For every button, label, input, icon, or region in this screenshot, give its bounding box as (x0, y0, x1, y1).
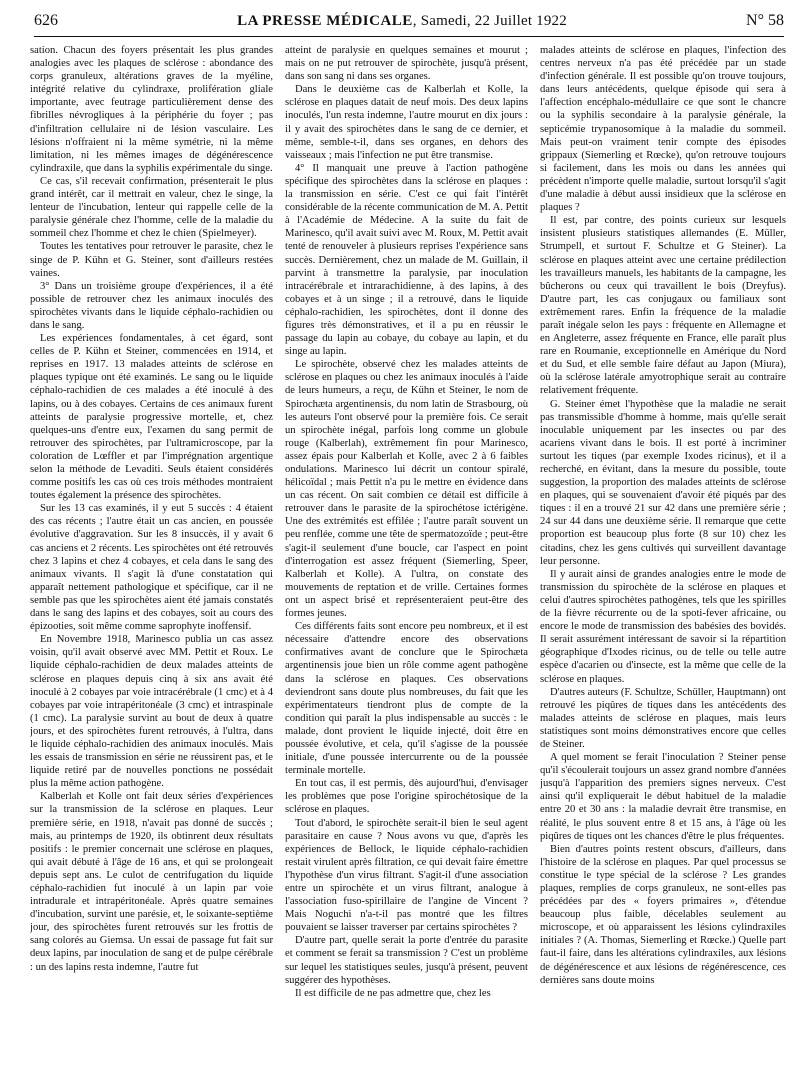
paragraph: Il y aurait ainsi de grandes analogies entre le mode de transmission du spirochète de la sclérose en plaques et celui d'autres spirochètes pathogènes, tels que les spirilles de la fièvre récurrente ou de la spoti-fever africaine, ou encore le mode de transmission des babésies des bovidés. Il serait assurément intéressant de savoir si la répartition géographique d'Ixodes ricinus, ou de telle ou telle autre espèce d'acarien ou d'insecte, est la même que celle de la sclérose en plaques. (540, 568, 786, 685)
page-header (34, 6, 784, 30)
text-column-3 (540, 44, 786, 1074)
paragraph: Les expériences fondamentales, à cet égard, sont celles de P. Kühn et Steiner, commencées en 1914, et reprises en 1917. 13 malades atteints de sclérose en plaques typique ont été examinés. Le sang ou le liquide céphalo-rachidien de ces malades a été inoculé à des lapins, ou à des cobayes. Certains de ces animaux furent atteints de paralysie progressive mortelle, et, chez quelques-uns d'entre eux, l'examen du sang permit de retrouver des spirochètes, par l'ultramicroscope, par la coloration de Lœffler et par l'imprégnation argentique selon la méthode de Levaditi. Seuls étaient considérés comme positifs les cas où ces trois méthodes montraient toutes également la présence des spirochètes. (30, 333, 273, 502)
issue-number: N° 58 (746, 12, 784, 29)
paragraph: malades atteints de sclérose en plaques, l'infection des centres nerveux n'a pas été précédée par un stade d'infection générale. Il est possible qu'on trouve toujours, dans leurs antécédents, quelque épisode qui sera à l'affection encéphalo-médullaire ce que sont le chancre ou la syphilis secondaire à la paralysie générale, la septicémie trypanosomique à la maladie du sommeil. Mais peut-on vraiment tenir compte des épisodes grippaux (Siemerling et Rœcke), qu'on retrouve toujours si facilement, dans les mois ou dans les années qui précèdent n'importe quelle maladie, surtout lorsqu'il s'agit d'une maladie à début aussi insidieux que la sclérose en plaques ? (540, 45, 786, 214)
issue-date: , Samedi, 22 Juillet 1922 (412, 13, 567, 29)
paragraph: Il est, par contre, des points curieux sur lesquels insistent plusieurs statistiques allemandes (E. Müller, Strumpell, et surtout F. Schultze et G Steiner). La sclérose en plaques atteint avec une certaine prédilection les travailleurs manuels, les habitants de la campagne, les bûcherons ou ceux qui travaillent le bois (Dreyfus). D'autre part, les cas conjugaux ou familiaux sont extrêmement rares. Enfin la fréquence de la maladie paraît inégale selon les pays : fréquente en Allemagne et en Angleterre, assez fréquente en France, elle paraît plus rare en Roumanie, exceptionnelle en Amérique du Nord et du Sud, et elle semble faire défaut au Japon (Miura), où la sclérose latérale amyotrophique serait au contraire relativement fréquente. (540, 215, 786, 397)
paragraph: atteint de paralysie en quelques semaines et mourut ; mais on ne put retrouver de spirochète, jusqu'à présent, dans son sang ni dans ses organes. (285, 45, 528, 83)
paragraph: En tout cas, il est permis, dès aujourd'hui, d'envisager les problèmes que pose l'origine spirochétosique de la sclérose en plaques. (285, 778, 528, 816)
paragraph: Bien d'autres points restent obscurs, d'ailleurs, dans l'histoire de la sclérose en plaques. Par quel processus se constitue le type spécial de la sclérose ? Les grandes plaques, remplies de corps granuleux, ne sont-elles pas précédées par des « foyers primaires », d'étendue beaucoup plus faible, décelables seulement au microscope, et où apparaissent les lésions cylindraxiles initiales ? (A. Thomas, Siemerling et Rœcke.) Quelle part faut-il faire, dans les altérations cylindraxiles, aux lésions de dégénérescence et aux lésions de régénérescence, ces dernières sans doute moins (540, 843, 786, 986)
paragraph: Ce cas, s'il recevait confirmation, présenterait le plus grand intérêt, car il mettrait en valeur, chez le singe, la lenteur de l'incubation, lenteur qui rappelle celle de la paralysie générale chez l'homme, celle de la maladie du sommeil chez l'homme et chez le chien (Spielmeyer). (30, 175, 273, 240)
paragraph: Le spirochète, observé chez les malades atteints de sclérose en plaques ou chez les animaux inoculés à l'aide de leurs humeurs, a reçu, de Kühn et Steiner, le nom de Spirochæta argentinensis, du nom latin de Strasbourg, où les auteurs l'ont observé pour la première fois. Ce serait un spirochète inégal, parfois long comme un globule rouge (Kalberlah), extrêmement fin pour Marinesco, assez épais pour Kalberlah et Kolle, avec 2 à 6 faibles ondulations. Marinesco lui décrit un contour spiralé, hélicoïdal ; mais Pettit n'a pu le mettre en évidence dans un cas récent. On sait combien ce détail est difficile à retrouver dans le parasite de la spirochétose ictérigène. Une des extrémités est effilée ; l'autre paraît souvent un peu renflée, comme une tête de spermatozoïde ; peut-être s'agit-il seulement d'une boucle, car l'aspect en point d'interrogation est assez fréquent (Siemerling, Speer, Kalberlah et Kolle). A l'ultra, on constate des mouvements de reptation et de vrille. Certaines formes ont un aspect brisé et représenteraient peut-être des formes jeunes. (285, 359, 528, 620)
paragraph: D'autres auteurs (F. Schultze, Schüller, Hauptmann) ont retrouvé les piqûres de tiques dans les antécédents des malades atteints de sclérose en plaques, mais leurs statistiques sont moins démonstratives encore que celles de Steiner. (540, 686, 786, 750)
paragraph: 3° Dans un troisième groupe d'expériences, il a été possible de retrouver chez les animaux inoculés des spirochètes vivants dans le liquide céphalo-rachidien ou dans le sang. (30, 280, 273, 331)
paragraph: Toutes les tentatives pour retrouver le parasite, chez le singe de P. Kühn et G. Steiner, sont d'ailleurs restées vaines. (30, 241, 273, 279)
paragraph: Sur les 13 cas examinés, il y eut 5 succès : 4 étaient des cas récents ; l'autre était un cas ancien, en poussée évolutive d'aggravation. Sur les 8 insuccès, il y avait 6 cas anciens et 2 récents. Les spirochètes ont été retrouvés chez 3 lapins et chez 4 cobayes, et cela dans le sang des animaux vivants. Il s'agit là d'une constatation qui apparaît nettement pathologique et spécifique, car il ne semble pas que les spirochètes aient été jamais constatés dans le sang des lapins et des cobayes, soit au cours des épizooties, soit même comme saprophyte inoffensif. (30, 503, 273, 633)
paragraph: D'autre part, quelle serait la porte d'entrée du parasite et comment se ferait sa transmission ? C'est un problème sur lequel les statistiques seules, jusqu'à présent, peuvent suggérer des hypothèses. (285, 935, 528, 986)
paragraph: G. Steiner émet l'hypothèse que la maladie ne serait pas transmissible d'homme à homme, mais qu'elle serait inoculable uniquement par les insectes ou par des acariens vivant dans le bois. Il est porté à incriminer surtout les tiques (par exemple Ixodes ricinus), et il a recherché, en évitant, dans la mesure du possible, toute suggestion, la proportion des malades atteints de sclérose en plaques, qui se souvenaient d'avoir été piqués par des tiques : il en a trouvé 21 sur 42 dans une première série ; 24 sur 44 dans une deuxième série. Il remarque que cette proportion est beaucoup plus forte (8 sur 10) chez les citadins, chez les gens cultivés qui surveillent davantage leur personne. (540, 398, 786, 567)
running-title (237, 13, 567, 30)
paragraph: A quel moment se ferait l'inoculation ? Steiner pense qu'il s'écoulerait toujours un assez grand nombre d'années jusqu'à l'apparition des premiers signes nerveux. C'est ainsi qu'il expliquerait le début habituel de la maladie entre 20 et 30 ans : la maladie devrait être transmise, en réalité, le plus souvent entre 8 et 15 ans, à l'âge où les piqûres de tiques ont les chances d'être le plus fréquentes. (540, 752, 786, 842)
text-column-2 (285, 44, 528, 1074)
paragraph: Ces différents faits sont encore peu nombreux, et il est nécessaire d'attendre encore des observations confirmatives avant de conclure que le Spirochæta argentinensis joue bien un rôle comme agent pathogène dans la sclérose en plaques. Ces observations deviendront sans doute plus nombreuses, du fait que les expérimentateurs tiendront plus de compte de la condition qui paraît la plus indispensable au succès : le malade, dont provient le liquide injecté, doit être en poussée évolutive, et cela, qu'il s'agisse de la poussée initiale, d'une poussée intercurrente ou de la poussée terminale mortelle. (285, 621, 528, 777)
page-number: 626 (34, 12, 58, 29)
paragraph: Kalberlah et Kolle ont fait deux séries d'expériences sur la transmission de la sclérose en plaques. Leur première série, en 1918, n'avait pas donné de succès ; mais, au printemps de 1920, ils obtinrent deux résultats positifs : le premier concernait une sclérose en plaques, qui avait débuté à l'âge de 16 ans, et qui se prolongeait depuis sept ans. Le culot de centrifugation du liquide céphalo-rachidien fut inoculé à un lapin par voie intradurale et intrapéritonéale. Après quatre semaines d'incubation, survint une parésie, et, le soixante-septième jour, des spirochètes furent retrouvés sur les frottis de sang colorés au Giemsa. Un essai de passage fut fait sur deux lapins, par inoculation de sang et de pulpe cérébrale : un des lapins resta indemne, l'autre fut (30, 791, 273, 973)
paragraph: sation. Chacun des foyers présentait les plus grandes analogies avec les plaques de sclérose : abondance des corps granuleux, altérations graves de la myéline, intégrité relative du cylindraxe, prolifération gliale importante, avec feutrage particulièrement dense des fibrilles névrogliques à la périphérie du foyer ; pas d'infiltration cellulaire ni de lésion vasculaire. Les lésions n'offraient ni la même symétrie, ni la même limitation, ni les mêmes images de dégénérescence cylindraxile, que dans la syphilis expérimentale du singe. (30, 45, 273, 174)
paragraph: Il est difficile de ne pas admettre que, chez les (295, 987, 491, 999)
paragraph: Tout d'abord, le spirochète serait-il bien le seul agent parasitaire en cause ? Nous avons vu que, d'après les expériences de Bellock, le liquide céphalo-rachidien restait virulent après filtration, ce qui devait faire émettre l'hypothèse d'un virus filtrant. S'agit-il d'une association entre un spirochète et un virus filtrant, analogue à l'association fuso-spirillaire de l'angine de Vincent ? Mais Noguchi n'a-t-il pas montré que les filtres pouvaient se laisser traverser par certains spirochètes ? (285, 817, 528, 934)
paragraph: 4° Il manquait une preuve à l'action pathogène spécifique des spirochètes dans la sclérose en plaques : la transmission en série. C'est ce qui fait l'intérêt considérable de la récente communication de M. A. Pettit à l'Académie de Médecine. A la suite du fait de Marinesco, qu'il avait suivi avec M. Roux, M. Pettit avait tenté de renouveler à plusieurs reprises l'expérience sans succès. Dernièrement, chez un malade de M. Guillain, il parvint à transmettre la paralysie, par inoculation intracérébrale et intrarachidienne, à des lapins, à des cobayes et à un singe ; il a retrouvé, dans le liquide céphalo-rachidien, les spirochètes, dont il donne des figures très démonstratives, et il a pu en réussir le passage du lapin au cobaye, du cobaye au lapin, et du singe au lapin. (285, 162, 528, 358)
header-rule (34, 36, 784, 37)
paragraph: Dans le deuxième cas de Kalberlah et Kolle, la sclérose en plaques datait de neuf mois. Des deux lapins inoculés, l'un resta indemne, l'autre mourut en dix jours : il y avait des spirochètes dans le sang de ce dernier, et même, semble-t-il, dans ses organes, en dehors des vaisseaux ; mais l'infection ne put être transmise. (285, 84, 528, 161)
journal-title: LA PRESSE MÉDICALE (237, 13, 413, 29)
text-column-1 (30, 44, 273, 1074)
paragraph: En Novembre 1918, Marinesco publia un cas assez voisin, qu'il avait observé avec MM. Pettit et Roux. Le liquide céphalo-rachidien de deux malades atteints de sclérose en plaques depuis cinq à six ans avait été inoculé à 2 cobayes par voie intracérébrale (1 cmc) et à 4 cobayes par voie intrapéritonéale (3 cmc) et intraspinale (1 cmc). La paralysie survint au bout de deux à quatre jours, et des spirochètes furent retrouvés, à l'ultra, dans le liquide céphalo-rachidien des animaux inoculés. Mais les essais de transmission en série ne réussirent pas, et le liquide retiré par de nouvelles ponctions ne possédait plus la même action pathogène. (30, 634, 273, 790)
